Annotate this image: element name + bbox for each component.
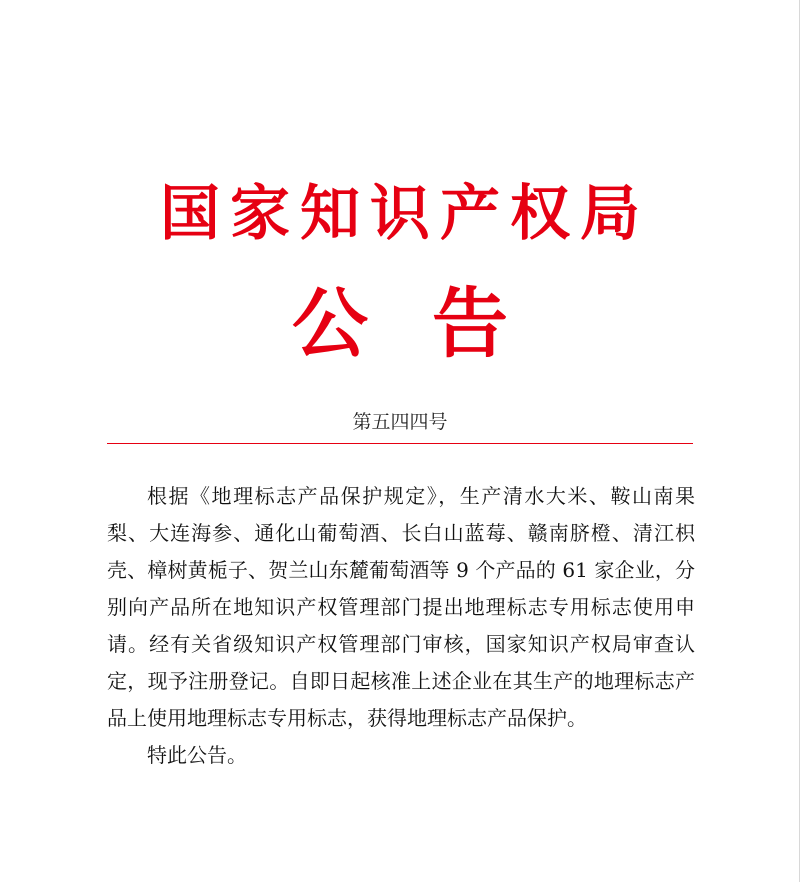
red-divider-line [107,443,693,444]
issuer-title: 国家知识产权局 [160,179,650,249]
body-paragraph-main: 根据《地理标志产品保护规定》，生产清水大米、鞍山南果梨、大连海参、通化山葡萄酒、长白山蓝莓、赣南脐橙、清江枳壳、樟树黄栀子、贺兰山东麓葡萄酒等 9 个产品的 61 家企业，分别向产品所在地知识产权管理部门提出地理标志专用标志使用申请。经有关省级知识产权管理部门审核，国家知识产权局审查认定，现予注册登记。自即日起核准上述企业在其生产的地理标志产品上使用地理标志专用标志，获得地理标志产品保护。 [107,484,695,730]
document-number: 第五四四号 [352,411,448,433]
announcement-body [107,478,695,774]
body-paragraph-closing: 特此公告。 [147,743,247,767]
document-type-title: 公告 [292,279,572,368]
